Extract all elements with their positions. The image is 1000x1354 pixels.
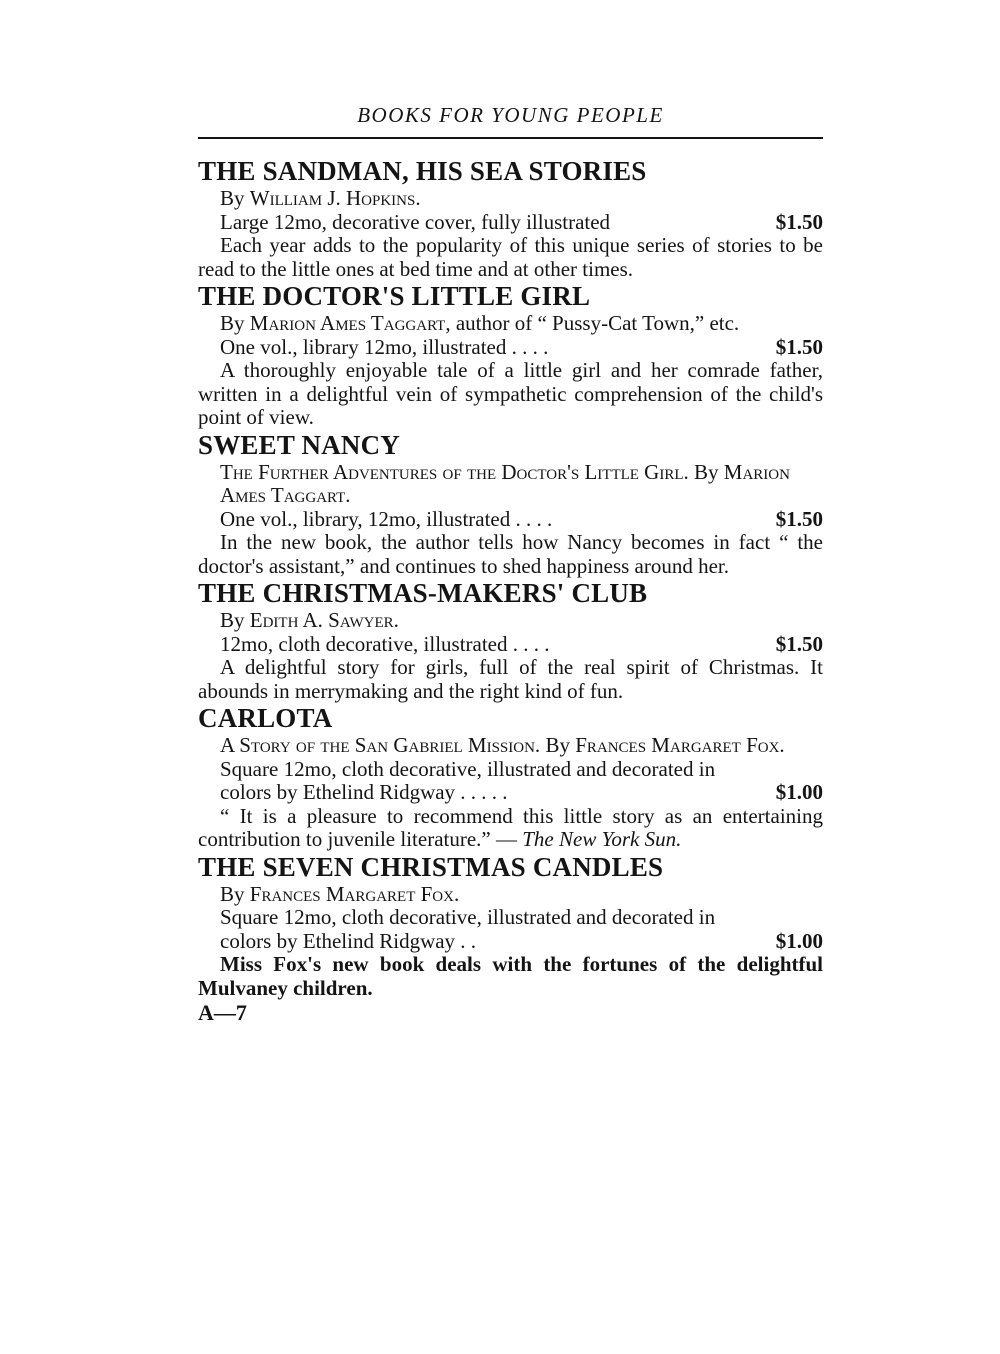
author-name: Frances Margaret Fox. [249,881,460,906]
book-title: THE DOCTOR'S LITTLE GIRL [198,281,591,311]
format-line [198,211,823,235]
subtitle: The Further Adventures of the Doctor's Little Girl. [220,459,689,484]
price: $1.50 [775,506,823,531]
format-text: One vol., library, 12mo, illustrated . . . . [220,506,553,531]
format-text: One vol., library 12mo, illustrated . . . . [220,334,549,359]
subtitle-line [198,734,823,758]
review-source: The New York Sun. [522,827,682,851]
price: $1.00 [775,928,823,953]
subtitle: A Story of the San Gabriel Mission. [220,733,541,757]
author-line [198,187,823,211]
author-line [198,312,823,336]
by-label: By [694,459,719,484]
price: $1.50 [775,631,823,656]
by-label: By [220,311,245,335]
signature-mark: A—7 [198,1000,247,1025]
format-line [198,633,823,657]
price: $1.00 [775,780,823,804]
description: A delightful story for girls, full of the real spirit of Christmas. It abounds in merrymaking and the right kind of fun. [198,655,823,703]
author-line [198,609,823,633]
description: In the new book, the author tells how Nancy becomes in fact “ the doctor's assistant,” and continues to shed happiness around her. [198,530,823,578]
header-rule [198,137,823,139]
format-line [198,906,823,953]
author-name: William J. Hopkins. [249,186,421,210]
description [198,805,823,852]
description: Each year adds to the popularity of this unique series of stories to be read to the little ones at bed time and at other times. [198,233,823,281]
book-entry [198,281,823,430]
running-head: BOOKS FOR YOUNG PEOPLE [357,103,664,127]
book-title: THE SEVEN CHRISTMAS CANDLES [198,851,664,882]
format-line [198,336,823,360]
book-entries [198,156,823,1026]
by-label: By [545,733,570,757]
price: $1.50 [775,209,823,234]
author-name: Frances Margaret Fox. [575,733,785,757]
book-title: CARLOTA [198,703,333,733]
format-line [198,758,823,805]
description: Miss Fox's new book deals with the fortunes of the delightful Mulvaney children. [198,952,823,1000]
author-name: Marion Ames Taggart, [249,311,451,335]
book-entry [198,578,823,703]
format-text: Square 12mo, cloth decorative, illustrated and decorated in colors by Ethelind Ridgway . . . . . [220,756,716,804]
book-entry [198,156,823,281]
format-text: 12mo, cloth decorative, illustrated . . . . [220,631,550,656]
format-text: Square 12mo, cloth decorative, illustrated and decorated in colors by Ethelind Ridgway . . [220,905,716,953]
description: A thoroughly enjoyable tale of a little girl and her comrade father, written in a delightful vein of sympathetic comprehension of the child's point of view. [198,358,823,429]
subtitle-line [198,461,823,508]
format-line [198,508,823,532]
author-note: author of “ Pussy-Cat Town,” etc. [455,311,740,335]
by-label: By [220,881,245,906]
by-label: By [220,608,245,632]
author-name: Edith A. Sawyer. [249,608,399,632]
author-name: Marion Ames Taggart. [220,459,790,507]
format-text: Large 12mo, decorative cover, fully illustrated [220,209,611,234]
review-quote: “ It is a pleasure to recommend this little story as an entertaining contribution to juvenile literature.” — [198,803,823,851]
book-entry [198,430,823,579]
book-entry [198,852,823,1001]
author-line [198,883,823,907]
book-entry [198,703,823,852]
book-title: THE CHRISTMAS-MAKERS' CLUB [198,578,648,608]
book-title: THE SANDMAN, HIS SEA STORIES [198,156,647,186]
book-title: SWEET NANCY [198,429,400,460]
price: $1.50 [775,334,823,359]
by-label: By [220,186,245,210]
